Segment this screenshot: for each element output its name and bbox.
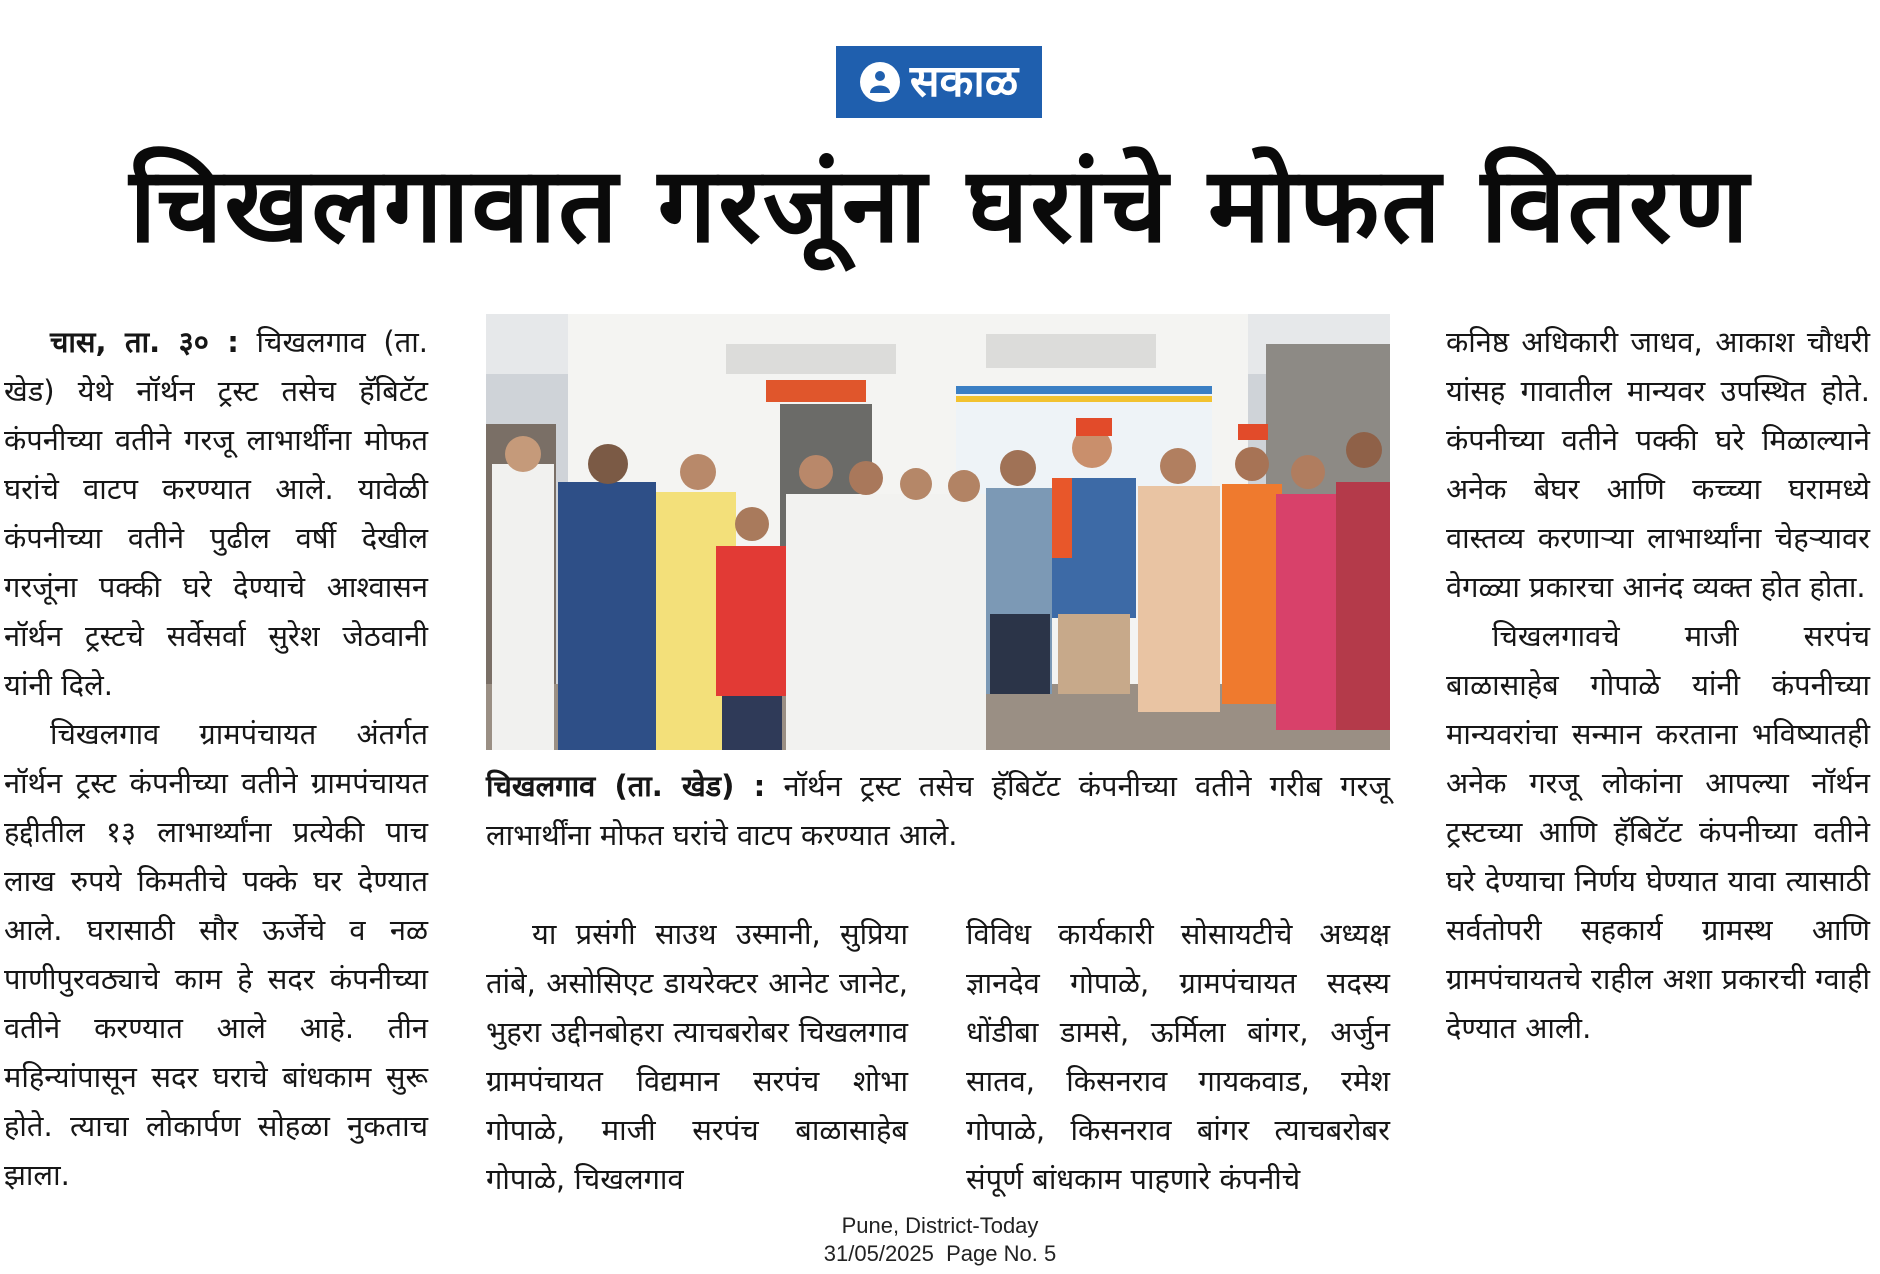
photo-caption-text: नॉर्थन ट्रस्ट तसेच हॅबिटॅट कंपनीच्या वतीने गरीब गरजू लाभार्थींना मोफत घरांचे वाटप करण्यात आले. bbox=[486, 769, 1390, 852]
article-photo bbox=[486, 314, 1390, 750]
article-column-right bbox=[1446, 318, 1870, 1053]
footer-edition: Pune, District-Today bbox=[841, 1213, 1039, 1238]
footer-date-page: 31/05/2025 Page No. 5 bbox=[823, 1241, 1057, 1266]
newspaper-emblem-icon bbox=[860, 62, 900, 102]
article-dateline: चास, ता. ३० : bbox=[50, 325, 239, 359]
article-paragraph-5: कनिष्ठ अधिकारी जाधव, आकाश चौधरी यांसह गावातील मान्यवर उपस्थित होते. कंपनीच्या वतीने पक्की घरे मिळाल्याने अनेक बेघर आणि कच्च्या घरामध्ये वास्तव्य करणाऱ्या लाभार्थ्यांना चेहऱ्यावर वेगळ्या प्रकारचा आनंद व्यक्त होत होता. bbox=[1446, 325, 1870, 604]
article-column-left bbox=[4, 318, 428, 1200]
article-paragraph-3: या प्रसंगी साउथ उस्मानी, सुप्रिया तांबे, असोसिएट डायरेक्टर आनेट जानेट, भुहरा उद्दीनबोहरा त्याचबरोबर चिखलगाव ग्रामपंचायत विद्यमान सरपंच शोभा गोपाळे, माजी सरपंच बाळासाहेब गोपाळे, चिखलगाव bbox=[486, 917, 908, 1196]
article-paragraph-1-text: चिखलगाव (ता. खेड) येथे नॉर्थन ट्रस्ट तसेच हॅबिटॅट कंपनीच्या वतीने गरजू लाभार्थींना मोफत घरांचे वाटप करण्यात आले. यावेळी कंपनीच्या वतीने पुढील वर्षी देखील गरजूंना पक्की घरे देण्याचे आश्वासन नॉर्थन ट्रस्टचे सर्वेसर्वा सुरेश जेठवानी यांनी दिले. bbox=[4, 325, 428, 702]
article-headline: चिखलगावात गरजूंना घरांचे मोफत वितरण bbox=[129, 144, 1751, 266]
article-paragraph-2: चिखलगाव ग्रामपंचायत अंतर्गत नॉर्थन ट्रस्ट कंपनीच्या वतीने ग्रामपंचायत हद्दीतील १३ लाभार्थ्यांना प्रत्येकी पाच लाख रुपये किमतीचे पक्के घर देण्यात आले. घरासाठी सौर ऊर्जेचे व नळ पाणीपुरवठ्याचे काम हे सदर कंपनीच्या वतीने करण्यात आले आहे. तीन महिन्यांपासून सदर घराचे बांधकाम सुरू होते. त्याचा लोकार्पण सोहळा नुकताच झाला. bbox=[4, 717, 428, 1192]
article-paragraph-6: चिखलगावचे माजी सरपंच बाळासाहेब गोपाळे यांनी कंपनीच्या मान्यवरांचा सन्मान करताना भविष्यातही अनेक गरजू लोकांना आपल्या नॉर्थन ट्रस्टच्या आणि हॅबिटॅट कंपनीच्या वतीने घरे देण्याचा निर्णय घेण्यात यावा त्यासाठी सर्वतोपरी सहकार्य ग्रामस्थ आणि ग्रामपंचायतचे राहील अशा प्रकारची ग्वाही देण्यात आली. bbox=[1446, 619, 1870, 1045]
article-paragraph-4: विविध कार्यकारी सोसायटीचे अध्यक्ष ज्ञानदेव गोपाळे, ग्रामपंचायत सदस्य धोंडीबा डामसे, ऊर्मिला बांगर, अर्जुन सातव, किसनराव गायकवाड, रमेश गोपाळे, किसनराव बांगर त्याचबरोबर संपूर्ण बांधकाम पाहणारे कंपनीचे bbox=[966, 917, 1390, 1196]
newspaper-logo-text: सकाळ bbox=[909, 56, 1019, 107]
page-footer bbox=[700, 1212, 1180, 1268]
article-paragraph-1 bbox=[4, 318, 428, 710]
article-column-middle-2 bbox=[966, 910, 1390, 1204]
newspaper-masthead bbox=[836, 46, 1042, 118]
article-column-middle-1 bbox=[486, 910, 908, 1204]
photo-caption-place: चिखलगाव (ता. खेड) : bbox=[486, 769, 766, 803]
photo-caption bbox=[486, 762, 1390, 860]
